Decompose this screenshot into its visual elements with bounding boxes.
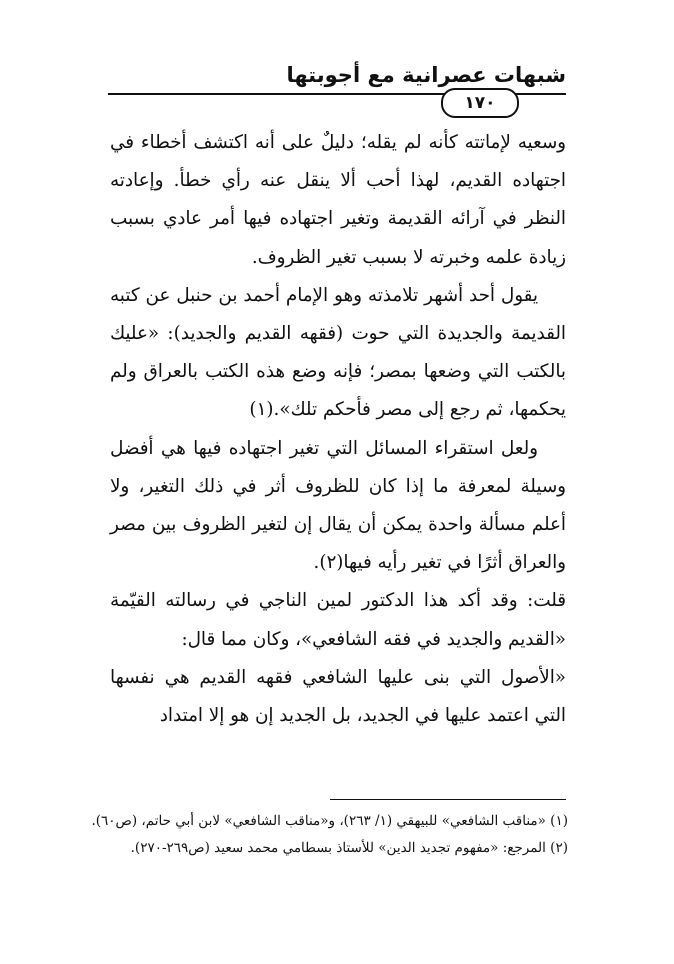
paragraph: يقول أحد أشهر تلامذته وهو الإمام أحمد بن حنبل عن كتبه القديمة والجديدة التي حوت (فقهه القديم والجديد): «عليك بالكتب التي وضعها بمصر؛ فإنه وضع هذه الكتب بالعراق ولم يحكمها، ثم رجع إلى مصر فأحكم تلك».(١) (110, 284, 566, 421)
footnote: (١) «مناقب الشافعي» للبيهقي (١/ ٢٦٣)، و«مناقب الشافعي» لابن أبي حاتم، (ص٦٠). (91, 813, 568, 829)
paragraph: ولعل استقراء المسائل التي تغير اجتهاده فيها هي أفضل وسيلة لمعرفة ما إذا كان للظروف أثر في ذلك التغير، ولا أعلم مسألة واحدة يمكن أن يقال إن لتغير الظروف بين مصر والعراق أثرًا في تغير رأيه فيها(٢). (110, 437, 566, 574)
main-text (110, 124, 566, 735)
footnotes (91, 808, 568, 862)
running-head-title: شبهات عصرانية مع أجوبتها (286, 63, 566, 87)
paragraph: وسعيه لإماتته كأنه لم يقله؛ دليلٌ على أنه اكتشف أخطاء في اجتهاده القديم، لهذا أحب ألا ينقل عنه رأي خطأ. وإعادته النظر في آرائه القديمة وتغير اجتهاده فيها أمر عادي بسبب زيادة علمه وخبرته لا بسبب تغير الظروف. (110, 132, 566, 268)
paragraph: قلت: وقد أكد هذا الدكتور لمين الناجي في رسالته القيّمة «القديم والجديد في فقه الشافعي»، وكان مما قال: (110, 590, 566, 650)
page-number-badge: ١٧٠ (441, 88, 519, 118)
paragraph: «الأصول التي بنى عليها الشافعي فقهه القديم هي نفسها التي اعتمد عليها في الجديد، بل الجديد إن هو إلا امتداد (110, 666, 566, 727)
footnote: (٢) المرجع: «مفهوم تجديد الدين» للأستاذ بسطامي محمد سعيد (ص٢٦٩-٢٧٠). (130, 840, 568, 856)
footnote-separator (330, 799, 566, 800)
